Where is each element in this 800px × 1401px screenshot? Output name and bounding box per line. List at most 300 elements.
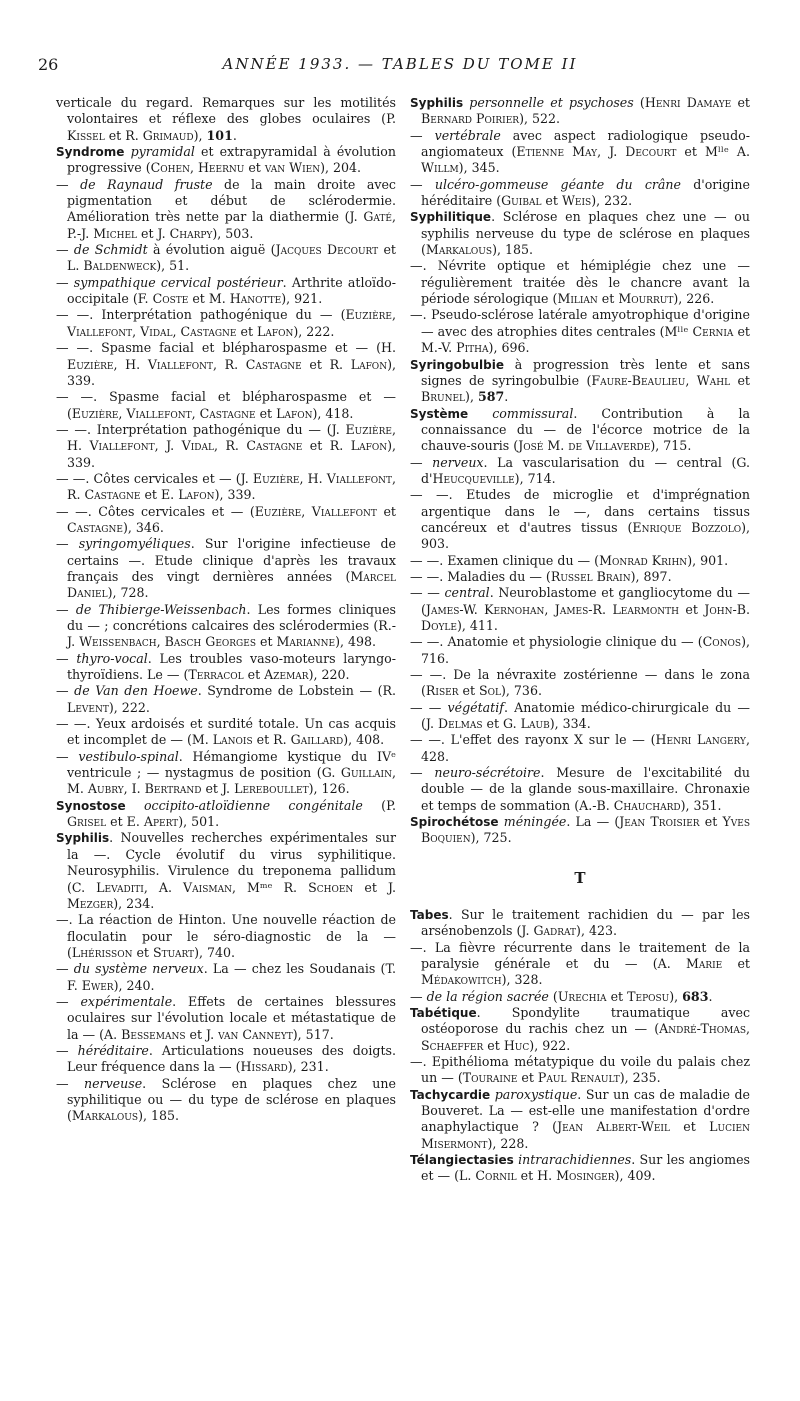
entry-text: ), 408. (343, 732, 385, 748)
entry-text: Schoen (308, 879, 354, 895)
entry-text: ), 204. (320, 160, 362, 176)
entry-text: — (410, 988, 427, 1004)
entry-text: ), 240. (113, 977, 155, 993)
entry-text: Stuart (153, 944, 195, 960)
entry-text: Grimaud (142, 127, 194, 143)
entry-text: ), 328. (501, 972, 543, 988)
entry-text: Faure-Beaulieu, Wahl (591, 372, 731, 388)
entry-text: ), 351. (680, 797, 722, 813)
entry-text: Euzière (67, 356, 114, 372)
entry-text: — —. Interprétation pathogénique du — (J. (56, 421, 346, 437)
entry-heading: Spirochétose (410, 815, 499, 830)
index-entry (56, 912, 396, 961)
entry-text: ), 696. (488, 340, 530, 356)
entry-text: , M. (67, 765, 396, 797)
entry-text: . Neuroblastome et gangliocytome du — ( (421, 585, 750, 617)
index-entry (410, 732, 750, 765)
entry-text: Cohen, Heernu (150, 160, 245, 176)
entry-text: — —. Anatomie et physiologie clinique du — ( (410, 634, 703, 650)
entry-text: — (410, 176, 435, 192)
entry-text: . La — chez les Soudanais (T. F. (67, 961, 396, 993)
entry-text: Bessemans (121, 1026, 186, 1042)
index-entry (410, 814, 750, 847)
entry-text: Huc (503, 1037, 530, 1053)
index-entry (56, 602, 396, 651)
entry-text: —. Névrite optique et hémiplégie chez une — régulièrement traitée dès le chancre avant la période sérologique ( (410, 258, 750, 307)
entry-text: Lafon (350, 438, 388, 454)
entry-text: ), 235. (619, 1070, 661, 1086)
index-entry (56, 340, 396, 389)
index-entry (410, 989, 750, 1005)
entry-text: . Les troubles vaso-moteurs laryngo-thyroïdiens. Le — ( (67, 650, 396, 683)
entry-text: et (699, 814, 723, 830)
entry-text: et (132, 944, 153, 960)
entry-text: Lafon (178, 487, 215, 503)
entry-text: de Raynaud fruste (80, 176, 213, 192)
entry-text: — (56, 748, 79, 764)
entry-text: Teposu (627, 988, 670, 1004)
entry-text: Urechia (557, 988, 607, 1004)
entry-text: ), (669, 988, 683, 1004)
entry-text: Castagne (246, 438, 303, 454)
entry-text: ), 715. (650, 438, 692, 454)
entry-text: et (541, 193, 562, 209)
entry-text: avec aspect radiologique pseudo-angiomateux ( (421, 127, 750, 160)
entry-text: Mourrut (618, 291, 674, 307)
entry-text: —. La fièvre récurrente dans le traitement de la paralysie générale et du — (A. (410, 939, 750, 971)
entry-text: Vidal (181, 438, 214, 454)
index-entry (56, 144, 396, 177)
entry-text: Cornil (475, 1168, 517, 1184)
index-entry (56, 422, 396, 471)
entry-text: ), 126. (308, 781, 350, 797)
entry-text: de la main droite avec pigmentation et début de sclérodermie. Amélioration très nette par la diathermie (J. (67, 176, 396, 225)
entry-heading: Tabétique (410, 1005, 477, 1020)
entry-text: à progression très lente et sans signes de syringobulbie ( (421, 356, 750, 388)
entry-text: ), 716. (421, 634, 750, 666)
entry-text: Weis (561, 193, 592, 209)
entry-text: ), 897. (630, 568, 672, 584)
entry-text: de Schmidt (73, 242, 148, 258)
entry-text: Kissel (67, 127, 105, 143)
entry-text: ), 339. (67, 438, 397, 470)
entry-text: . Sur un cas de maladie de Bouveret. La — est-elle une manifestation d'ordre anaphylactique ? ( (421, 1086, 750, 1135)
index-entry (410, 307, 750, 356)
entry-text: — —. Yeux ardoisés et surdité totale. Un cas acquis et incomplet de — (M. (56, 716, 396, 748)
entry-text: — (56, 1075, 84, 1091)
entry-text: Levaditi (96, 879, 144, 895)
entry-text: 101 (206, 127, 233, 143)
entry-text: — (410, 765, 435, 781)
entry-text: , Mᵐᵉ R. (231, 879, 309, 895)
entry-text: Vaisman (183, 879, 232, 895)
index-entry (410, 765, 750, 814)
entry-text: Médakowitch (421, 972, 502, 988)
entry-text: . Sur les angiomes et — (L. (421, 1151, 750, 1184)
entry-text: . Hémangiome kystique du IVᵉ ventricule ; — nystagmus de position (G. (67, 748, 396, 781)
index-entry (410, 634, 750, 667)
entry-text: Monrad Krihn (599, 552, 688, 568)
entry-text: Grisel (67, 814, 107, 830)
entry-text: ), 339. (214, 487, 256, 503)
entry-text: pyramidal (130, 144, 195, 160)
entry-text: et (236, 323, 258, 339)
entry-text: . (708, 988, 713, 1004)
entry-text: vertébrale (434, 127, 501, 143)
index-entry (410, 1005, 750, 1054)
entry-text: nerveux (432, 454, 484, 470)
entry-text: . Spondylite traumatique avec ostéoporose du rachis chez un — ( (421, 1004, 750, 1037)
entry-text: — —. Spasme facial et blépharospasme et — (H. (56, 340, 396, 356)
entry-text: — (410, 127, 435, 143)
entry-text: ), 522. (519, 111, 561, 127)
section-letter: T (574, 868, 586, 887)
index-entry (56, 1076, 396, 1125)
index-entry (410, 1087, 750, 1152)
index-entry (410, 1054, 750, 1087)
entry-heading: Syphilis (410, 96, 464, 110)
entry-text: . Anatomie médico-chirurgicale du — (J. (421, 699, 750, 732)
entry-text: méningée (503, 814, 567, 830)
index-entry (56, 683, 396, 716)
entry-text: et M.-V. (421, 323, 750, 356)
entry-text: central (444, 585, 490, 601)
entry-text: Sol (479, 683, 501, 699)
entry-text: Mosinger (556, 1168, 615, 1184)
entry-text: ), 220. (308, 667, 350, 683)
entry-text: de Thibierge-Weissenbach (75, 601, 247, 617)
index-entry (56, 716, 396, 749)
entry-text: . Effets de certaines blessures oculaires sur l'évolution locale et métastatique de la — (A. (67, 993, 396, 1042)
entry-text: Yves Boquien (421, 814, 750, 846)
entry-text: Touraine (462, 1070, 518, 1086)
entry-text: Milian (557, 291, 598, 307)
entry-text: intrarachidiennes (518, 1151, 632, 1167)
entry-text: et Mˡˡᵉ A. (676, 144, 750, 160)
entry-text: occipito-atloïdienne congénitale (143, 797, 363, 813)
entry-text: ), 51. (156, 258, 190, 274)
entry-text: végétatif (447, 699, 504, 715)
entry-text: , H. (67, 421, 396, 454)
entry-text: d'origine héréditaire ( (421, 176, 750, 209)
entry-text: ), 517. (292, 1026, 334, 1042)
entry-heading: Syringobulbie (410, 357, 504, 372)
entry-text: ), 339. (67, 356, 396, 388)
entry-text: et (376, 503, 396, 519)
entry-text: ), 714. (514, 470, 556, 486)
entry-text: — (56, 1042, 78, 1058)
entry-text: Castagne (84, 487, 141, 503)
entry-text: van Wien (264, 160, 321, 176)
entry-text: — —. Spasme facial et blépharospasme et — ( (56, 389, 396, 421)
entry-text: ), 922. (529, 1037, 571, 1053)
entry-text: . Arthrite atloïdo-occipitale (F. (67, 274, 396, 307)
entry-text: — —. De la névraxite zostérienne — dans le zona ( (410, 667, 750, 699)
entry-text: Weissenbach, Basch Georges (79, 634, 256, 650)
entry-text: et (606, 988, 628, 1004)
right-column-s-entries (410, 95, 750, 847)
entry-text: ), 725. (470, 830, 512, 846)
entry-text: ), (465, 389, 478, 405)
entry-text: Laub (520, 716, 550, 732)
entry-text: , H. (299, 470, 327, 486)
entry-text: ), 345. (458, 160, 500, 176)
entry-text: Decourt (625, 144, 677, 160)
entry-text: Markalous (71, 1108, 139, 1124)
entry-text: ), 222. (108, 699, 150, 715)
entry-text: Euzière (345, 421, 392, 437)
entry-text: Henri Damaye (644, 95, 732, 110)
entry-text: ), 503. (212, 225, 254, 241)
entry-text: et J. (201, 781, 235, 797)
index-entry (56, 95, 396, 144)
entry-text: Russel Brain (550, 568, 631, 584)
entry-text: Mezger (67, 895, 114, 911)
entry-text: — — (410, 585, 445, 601)
index-entry (410, 585, 750, 634)
entry-text: — (56, 601, 76, 617)
entry-text: et (255, 405, 277, 421)
entry-text: , I. (123, 781, 145, 797)
entry-text: Azemar (264, 667, 309, 683)
index-entry (56, 994, 396, 1043)
entry-text: Etienne May (516, 144, 598, 160)
running-title: ANNÉE 1933. — TABLES DU TOME II (222, 55, 578, 73)
index-entry (410, 940, 750, 989)
entry-text: Charpy (169, 225, 213, 241)
entry-text: — (56, 176, 81, 192)
index-entry (410, 1152, 750, 1185)
entry-text: John-B. Doyle (421, 601, 750, 633)
entry-text: ), 903. (421, 519, 750, 552)
entry-text: et J. (185, 1026, 219, 1042)
page-number: 26 (38, 55, 59, 74)
entry-text: Marie (685, 955, 723, 971)
entry-text: et J. (353, 879, 397, 895)
entry-text: ), 226. (673, 291, 715, 307)
entry-text: 683 (682, 988, 709, 1004)
entry-text: ), 901. (687, 552, 729, 568)
entry-text: Euzière, Viallefont, Castagne (71, 405, 256, 421)
entry-text: et M. (188, 291, 230, 307)
entry-text: vestibulo-spinal (78, 748, 179, 764)
entry-text: . Sur le traitement rachidien du — par les arsénobenzols (J. (421, 906, 750, 939)
entry-text: nerveuse (83, 1075, 143, 1091)
entry-text: , J. (597, 144, 626, 160)
entry-text: 587 (477, 389, 505, 405)
entry-text: Bertrand (144, 781, 202, 797)
entry-text: Henri Langery (655, 732, 746, 748)
entry-text: et L. (67, 242, 396, 274)
index-entry (56, 504, 396, 537)
entry-text: et extrapyramidal à évolution progressive ( (67, 144, 396, 176)
entry-text: (P. (362, 797, 396, 813)
index-entry (410, 177, 750, 210)
entry-text: ), 222. (293, 323, 335, 339)
entry-text: . La — ( (566, 814, 620, 830)
entry-text: Lereboullet (234, 781, 309, 797)
entry-text: . Articulations noueuses des doigts. Leur fréquence dans la — ( (67, 1042, 396, 1075)
entry-text: — —. Etudes de microglie et d'imprégnation argentique dans le —, dans certains tissus cancéreux et d'autres tissus ( (410, 487, 750, 535)
entry-text: Lanois (212, 732, 253, 748)
entry-text: et (243, 667, 265, 683)
index-entry (56, 1043, 396, 1076)
entry-text: Hissard (240, 1059, 288, 1075)
entry-text: Jean Troisier (619, 814, 700, 830)
entry-text: ), 232. (591, 193, 633, 209)
entry-text: et (731, 95, 750, 110)
index-entry (56, 536, 396, 601)
entry-text: ), 185. (492, 242, 534, 258)
entry-text: ), 736. (501, 683, 542, 699)
entry-text: . La vascularisation du — central (G. d' (421, 454, 750, 486)
entry-text: — (56, 650, 77, 666)
index-entry (410, 95, 750, 128)
index-entry (56, 471, 396, 504)
entry-text: , P.-J. (67, 209, 396, 241)
entry-text: Chauchard (613, 797, 681, 813)
entry-text: Guillain (340, 765, 392, 781)
index-entry (410, 700, 750, 733)
entry-text: ), 423. (576, 923, 617, 939)
entry-text: — (56, 683, 75, 699)
entry-heading: Télangiectasies (410, 1152, 514, 1167)
entry-text: Gadrat (533, 923, 577, 939)
entry-text: et (678, 601, 705, 617)
right-column (410, 95, 750, 1185)
entry-text: et (517, 1070, 538, 1086)
entry-text: ), 409. (614, 1168, 656, 1184)
entry-text: et G. (482, 716, 521, 732)
index-entry (56, 275, 396, 308)
entry-text: Gaté (363, 209, 392, 225)
entry-text: et E. (140, 487, 179, 503)
index-entry (410, 907, 750, 940)
entry-text: Coste (152, 291, 189, 307)
entry-text: ), 418. (312, 405, 354, 421)
entry-heading: Tabes (410, 907, 449, 922)
entry-text: ), 728. (107, 585, 149, 601)
entry-text: — (410, 454, 433, 470)
entry-text: ( (633, 95, 645, 110)
entry-text: , 428. (421, 732, 750, 764)
entry-text: Marianne (276, 634, 336, 650)
entry-text: et (730, 372, 750, 388)
entry-text: — —. L'effet des rayonx X sur le — ( (410, 732, 656, 748)
entry-text: et H. (516, 1168, 557, 1184)
entry-text: à évolution aiguë ( (147, 242, 276, 258)
entry-text: et (256, 634, 277, 650)
entry-text: — (56, 274, 74, 290)
index-entry (56, 749, 396, 798)
entry-text: et J. (137, 225, 170, 241)
entry-text: Viallefont (89, 438, 155, 454)
entry-text: ), 498. (335, 634, 377, 650)
entry-text: Lafon (276, 405, 313, 421)
entry-text: et (722, 955, 750, 971)
entry-text: Lafon (350, 356, 388, 372)
entry-text: ), 234. (113, 895, 155, 911)
entry-heading: Syndrome (56, 145, 125, 160)
entry-text: Castagne (245, 356, 302, 372)
index-entry (410, 667, 750, 700)
entry-text: ), 501. (178, 814, 220, 830)
index-entry (410, 406, 750, 455)
entry-text: Markalous (425, 242, 493, 258)
entry-text: Paul Renault (537, 1070, 620, 1086)
entry-text: Apert (143, 814, 179, 830)
entry-text: — (56, 961, 74, 977)
entry-text: Lucien Misermont (421, 1119, 751, 1151)
entry-text: ), 921. (281, 291, 323, 307)
entry-text: Riser (425, 683, 459, 699)
entry-text: Jean Albert-Weil (557, 1119, 670, 1135)
entry-text: et (483, 1037, 504, 1053)
entry-text: van Canneyt (218, 1026, 293, 1042)
index-entry (56, 242, 396, 275)
entry-text: Bernard Poirier (421, 111, 520, 127)
index-entry (410, 487, 750, 552)
entry-text: —. Pseudo-sclérose latérale amyotrophique d'origine — avec des atrophies dites centrales (Mˡˡᵉ (410, 307, 750, 339)
entry-text: . Les formes cliniques du — ; concrétions calcaires des sclérodermies (R.-J. (67, 601, 397, 650)
entry-text: , H. (113, 356, 148, 372)
entry-text: et R. (301, 356, 351, 372)
entry-text: et E. (106, 814, 144, 830)
index-entry (56, 830, 396, 912)
index-entry (56, 961, 396, 994)
entry-text: neuro-sécrétoire (434, 765, 541, 781)
index-entry (410, 553, 750, 569)
entry-text: ), (193, 127, 207, 143)
entry-text: — —. Maladies du — ( (410, 568, 551, 584)
index-entry (56, 177, 396, 242)
entry-text: ulcéro-gommeuse géante du crâne (434, 176, 681, 192)
entry-text: — —. Côtes cervicales et — (J. (56, 470, 253, 486)
entry-text: , J. (154, 438, 182, 454)
entry-text: Euzière (252, 470, 300, 486)
entry-text: Castagne (67, 519, 123, 535)
index-entry (410, 357, 750, 406)
entry-text: — —. Examen clinique du — ( (410, 552, 600, 568)
entry-text: , A. (143, 879, 184, 895)
entry-text: . Nouvelles recherches expérimentales sur la —. Cycle évolutif du virus syphilitique. Neurosyphilis. Virulence du treponema pallidum (C. (67, 830, 396, 895)
index-entry (56, 389, 396, 422)
entry-text: ), 346. (122, 519, 164, 535)
entry-text: héréditaire (77, 1042, 149, 1058)
entry-text: sympathique cervical postérieur (73, 274, 283, 290)
index-entry (56, 651, 396, 684)
entry-text: Heucqueville (432, 470, 515, 486)
index-entry (410, 258, 750, 307)
entry-text: commissural (492, 405, 574, 421)
entry-text: de Van den Hoewe (74, 683, 198, 699)
entry-text: ), 228. (487, 1135, 529, 1151)
entry-text: et (244, 160, 265, 176)
entry-text (468, 406, 492, 421)
page-header (38, 55, 762, 79)
entry-text: ), 740. (194, 944, 236, 960)
entry-text: thyro-vocal (76, 650, 148, 666)
index-entry (410, 455, 750, 488)
entry-heading: Synostose (56, 798, 126, 813)
entry-text: Conos (702, 634, 742, 650)
entry-text: ), 185. (138, 1108, 180, 1124)
entry-text: et (669, 1119, 710, 1135)
entry-text: Delmas (438, 716, 483, 732)
entry-text: Jacques Decourt (275, 242, 379, 258)
entry-text: Ewer (81, 977, 114, 993)
left-column (56, 95, 396, 1125)
